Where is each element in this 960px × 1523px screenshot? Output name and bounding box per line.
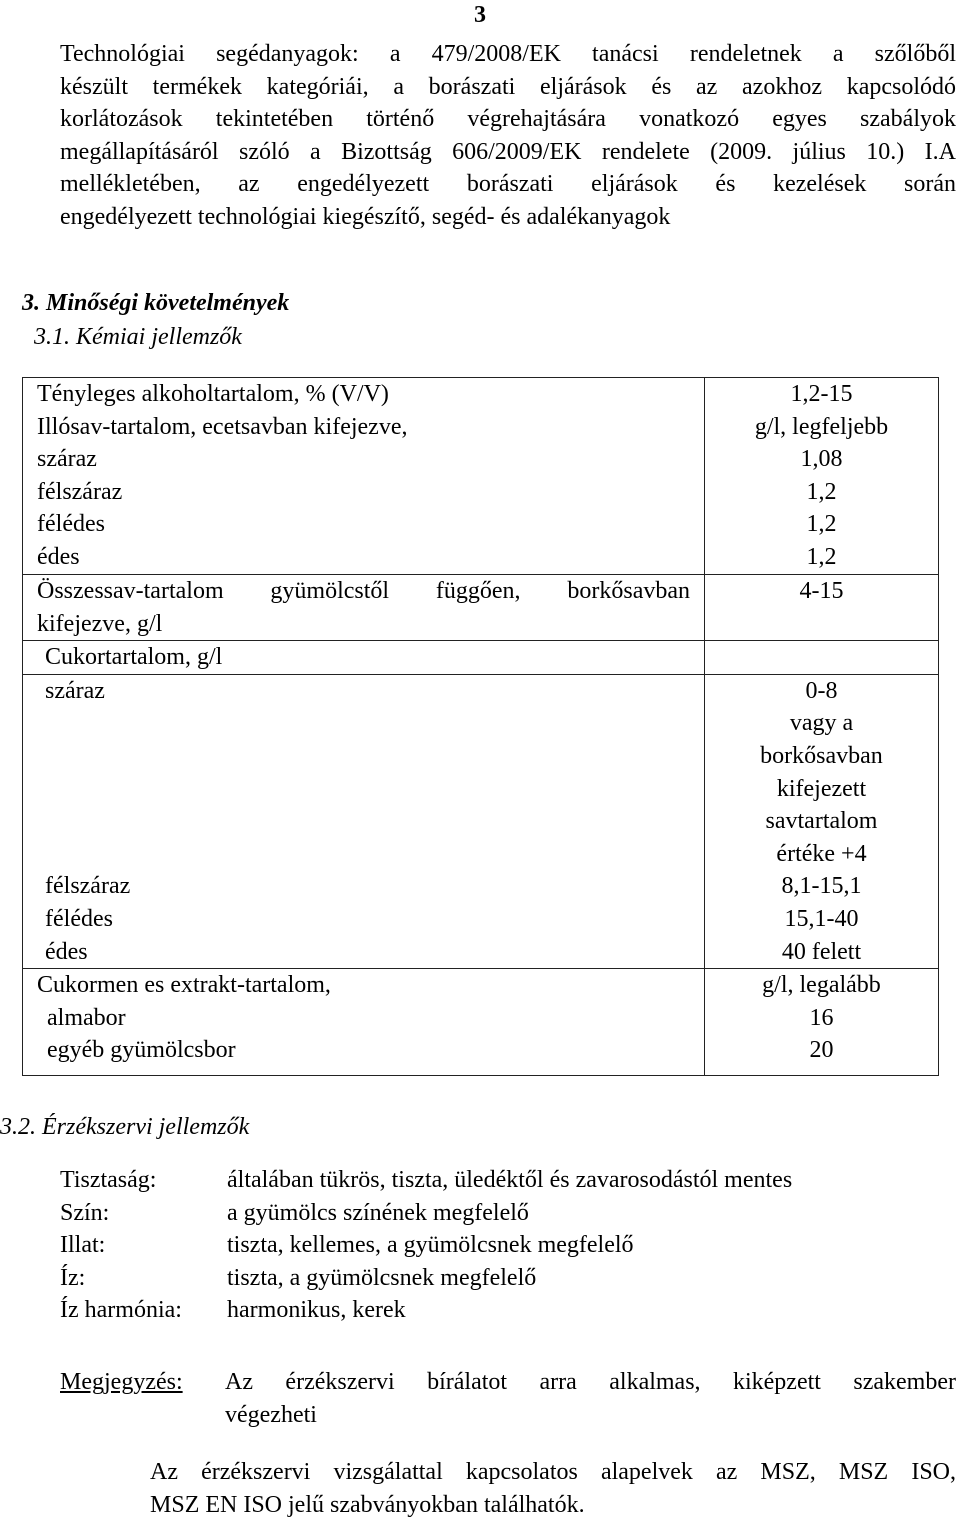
table-cell (705, 378, 939, 575)
list-item (60, 1229, 920, 1262)
sugar-row-label: félédes (45, 905, 113, 932)
alcohol-value: 1,2-15 (790, 381, 853, 407)
intro-line: korlátozások tekintetében történő végrehajtására vonatkozó egyes szabályok (60, 106, 956, 133)
sugar-dry-value: borkősavban (760, 742, 883, 769)
section-title-quality: 3. Minőségi követelmények (22, 290, 290, 316)
table-row (23, 378, 939, 575)
sugar-label: Cukortartalom, g/l (45, 644, 223, 671)
final-line: Az érzékszervi vizsgálattal kapcsolatos alapelvek az MSZ, MSZ ISO, (150, 1459, 956, 1485)
section-title-sensory: 3.2. Érzékszervi jellemzők (0, 1114, 250, 1140)
intro-line: megállapításáról szóló a Bizottság 606/2009/EK rendelete (2009. július 10.) I.A (60, 138, 956, 165)
intro-line: engedélyezett technológiai kiegészítő, segéd- és adalékanyagok (60, 203, 671, 230)
intro-paragraph (60, 38, 956, 234)
sugar-row-label: édes (45, 938, 88, 965)
extract-unit: g/l, legalább (762, 972, 881, 999)
sensory-value: tiszta, a gyümölcsnek megfelelő (227, 1264, 537, 1291)
note-line: végezheti (225, 1401, 317, 1428)
table-cell (23, 641, 705, 675)
table-row (23, 641, 939, 675)
sugar-dry-value: vagy a (789, 710, 854, 737)
section-title-chemical: 3.1. Kémiai jellemzők (34, 324, 242, 350)
final-line: MSZ EN ISO jelű szabványokban találhatók. (150, 1491, 585, 1518)
volatile-acid-value: 1,08 (800, 446, 843, 473)
chemical-properties-table (22, 377, 939, 1076)
note-text (225, 1366, 956, 1431)
final-paragraph (150, 1456, 956, 1521)
sensory-label: Szín: (60, 1199, 110, 1226)
extract-row-label: almabor (47, 1004, 126, 1031)
intro-line: mellékletében, az engedélyezett borászati eljárások és kezelések során (60, 171, 956, 198)
list-item (60, 1294, 920, 1327)
volatile-acid-row-label: félszáraz (37, 478, 123, 505)
volatile-acid-value: 1,2 (806, 543, 837, 570)
volatile-acid-row-label: félédes (37, 511, 105, 538)
volatile-acid-row-label: száraz (37, 446, 97, 473)
sugar-row-label: félszáraz (45, 873, 131, 900)
sensory-label: Íz harmónia: (60, 1297, 182, 1324)
table-cell (23, 378, 705, 575)
volatile-acid-row-label: édes (37, 543, 80, 570)
sugar-value: 40 felett (781, 938, 862, 965)
sensory-list (60, 1164, 920, 1327)
extract-value: 20 (809, 1037, 834, 1064)
total-acid-label-line1: Összessav-tartalom gyümölcstől függően, borkősavban (37, 578, 690, 604)
sensory-value: tiszta, kellemes, a gyümölcsnek megfelelő (227, 1232, 634, 1259)
sugar-value: 15,1-40 (784, 905, 859, 932)
extract-row-label: egyéb gyümölcsbor (47, 1037, 236, 1064)
volatile-acid-value: 1,2 (806, 478, 837, 505)
extract-value: 16 (809, 1004, 834, 1031)
sugar-value: 8,1-15,1 (781, 873, 862, 900)
table-cell (705, 575, 939, 641)
table-cell (705, 674, 939, 968)
list-item (60, 1197, 920, 1230)
table-cell (23, 969, 705, 1076)
volatile-acid-unit: g/l, legfeljebb (754, 413, 889, 440)
sugar-dry-value: kifejezett (776, 775, 867, 802)
total-acid-label-line2: kifejezve, g/l (37, 610, 163, 637)
sugar-dry-value: értéke +4 (776, 840, 867, 867)
alcohol-label: Tényleges alkoholtartalom, % (V/V) (37, 381, 389, 407)
page-number: 3 (474, 2, 486, 28)
note-line: Az érzékszervi bírálatot arra alkalmas, kiképzett szakember (225, 1369, 956, 1395)
sugar-dry-value: 0-8 (805, 677, 838, 704)
table-cell (23, 674, 705, 968)
list-item (60, 1164, 920, 1197)
total-acid-value: 4-15 (799, 578, 844, 604)
intro-line: készült termékek kategóriái, a borászati eljárások és az azokhoz kapcsolódó (60, 73, 956, 100)
sensory-value: általában tükrös, tiszta, üledéktől és zavarosodástól mentes (227, 1167, 793, 1193)
extract-label: Cukormen es extrakt-tartalom, (37, 972, 331, 999)
volatile-acid-label: Illósav-tartalom, ecetsavban kifejezve, (37, 413, 408, 440)
intro-line: Technológiai segédanyagok: a 479/2008/EK tanácsi rendeletnek a szőlőből (60, 41, 956, 67)
sensory-label: Illat: (60, 1232, 106, 1259)
sensory-value: a gyümölcs színének megfelelő (227, 1199, 529, 1226)
sugar-dry-label: száraz (45, 677, 105, 704)
table-cell (23, 575, 705, 641)
table-row (23, 575, 939, 641)
sensory-label: Tisztaság: (60, 1167, 157, 1193)
sugar-dry-value: savtartalom (765, 808, 878, 835)
table-cell (705, 641, 939, 675)
table-row (23, 674, 939, 968)
list-item (60, 1262, 920, 1295)
note-label: Megjegyzés: (60, 1369, 183, 1395)
sensory-label: Íz: (60, 1264, 86, 1291)
table-row (23, 969, 939, 1076)
table-cell (705, 969, 939, 1076)
volatile-acid-value: 1,2 (806, 511, 837, 538)
sensory-value: harmonikus, kerek (227, 1297, 406, 1324)
